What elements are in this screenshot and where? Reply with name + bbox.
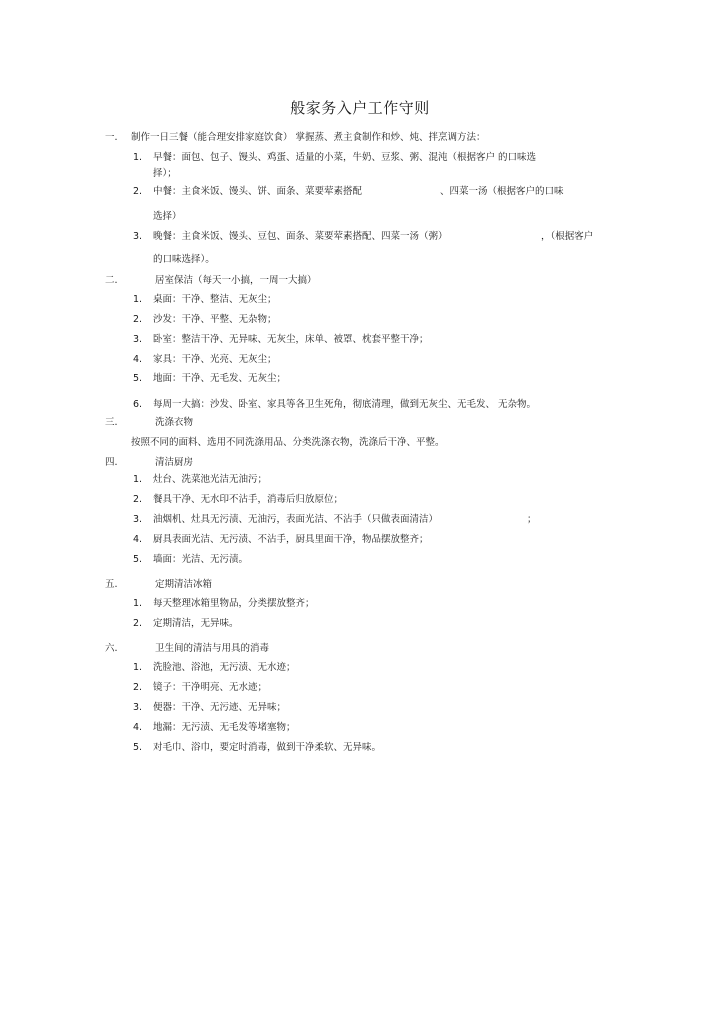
s2-item-number: 1. — [133, 294, 143, 305]
s4-item-number: 4. — [133, 534, 143, 545]
s6-item-text: 洗脸池、浴池，无污渍、无水迹； — [153, 662, 296, 673]
s6-item-number: 3. — [133, 702, 143, 713]
s1-item-2-number: 2. — [133, 186, 143, 197]
s2-item-number: 4. — [133, 354, 143, 365]
s6-item-text: 对毛巾、浴巾，要定时消毒，做到干净柔软、无异味。 — [153, 742, 382, 753]
s4-item-text: 餐具干净、无水印不沾手，消毒后归放原位； — [153, 494, 344, 505]
s1-item-3-number: 3. — [133, 231, 143, 242]
s2-item-text: 卧室：整洁干净、无异味、无灰尘，床单、被罩、枕套平整干净； — [153, 334, 429, 345]
section-4-heading: 清洁厨房 — [155, 457, 194, 468]
s4-item-text: 墙面：光洁、无污渍。 — [153, 554, 249, 565]
s1-item-2-text: 中餐：主食米饭、馒头、饼、面条、菜要荤素搭配 — [153, 186, 363, 197]
s2-item-text: 家具：干净、光亮、无灰尘； — [153, 354, 277, 365]
s2-item-number: 6. — [133, 399, 143, 410]
s2-item-number: 5. — [133, 373, 143, 384]
s1-item-3-text-cont: 的口味选择）。 — [153, 254, 215, 265]
s5-item-text: 定期清洁，无异味。 — [153, 618, 239, 629]
section-5-heading: 定期清洁冰箱 — [155, 579, 213, 590]
s6-item-text: 地漏：无污渍、无毛发等堵塞物； — [153, 722, 296, 733]
s1-item-2-text-right: 、四菜一汤（根据客户的口味 — [440, 186, 564, 197]
section-4-number: 四. — [105, 457, 118, 468]
s2-item-number: 2. — [133, 314, 143, 325]
section-3-body: 按照不同的面料、选用不同洗涤用品、分类洗涤衣物，洗涤后干净、平整。 — [131, 437, 445, 448]
s5-item-text: 每天整理冰箱里物品，分类摆放整齐； — [153, 598, 315, 609]
s6-item-number: 2. — [133, 682, 143, 693]
s2-item-text: 沙发：干净、平整、无杂物； — [153, 314, 277, 325]
s4-item-text: 油烟机、灶具无污渍、无油污，表面光洁、不沾手（只做表面清洁） — [153, 514, 439, 525]
s4-item-3-tail: ； — [527, 514, 537, 525]
section-6-heading: 卫生间的清洁与用具的消毒 — [155, 643, 270, 654]
s4-item-number: 2. — [133, 494, 143, 505]
s6-item-number: 4. — [133, 722, 143, 733]
document-title: 般家务入户工作守则 — [290, 99, 430, 117]
s6-item-text: 镜子：干净明亮、无水迹； — [153, 682, 268, 693]
s4-item-text: 灶台、洗菜池光洁无油污； — [153, 474, 268, 485]
s5-item-number: 2. — [133, 618, 143, 629]
s4-item-number: 1. — [133, 474, 143, 485]
section-3-heading: 洗涤衣物 — [155, 417, 194, 428]
s2-item-text: 地面：干净、无毛发、无灰尘； — [153, 373, 287, 384]
s2-item-text: 桌面：干净、整洁、无灰尘； — [153, 294, 277, 305]
section-6-number: 六. — [105, 643, 118, 654]
s6-item-number: 5. — [133, 742, 143, 753]
s4-item-number: 3. — [133, 514, 143, 525]
s1-item-1-number: 1. — [133, 152, 143, 163]
section-1-number: 一. — [105, 132, 118, 143]
section-1-heading: 制作一日三餐（能合理安排家庭饮食） 掌握蒸、煮主食制作和炒、炖、拌烹调方法： — [131, 132, 486, 143]
s6-item-text: 便器：干净、无污迹、无异味； — [153, 702, 287, 713]
s4-item-number: 5. — [133, 554, 143, 565]
s1-item-3-text: 晚餐：主食米饭、馒头、豆包、面条、菜要荤素搭配、四菜一汤（粥） — [153, 231, 448, 242]
s1-item-2-text-cont: 选择） — [153, 211, 182, 222]
section-2-heading: 居室保洁（每天一小搞，一周一大搞） — [155, 275, 317, 286]
section-3-number: 三. — [105, 417, 118, 428]
s1-item-3-text-right: ，（根据客户 — [541, 231, 594, 242]
s1-item-1-text-cont: 择）； — [153, 168, 177, 179]
s1-item-1-text: 早餐：面包、包子、馒头、鸡蛋、适量的小菜，牛奶、豆浆、粥、混沌（根据客户 的口味选 — [153, 152, 537, 163]
s2-item-text: 每周一大搞：沙发、卧室、家具等各卫生死角，彻底清理，做到无灰尘、无毛发、 无杂物。 — [153, 399, 537, 410]
section-5-number: 五. — [105, 579, 118, 590]
s6-item-number: 1. — [133, 662, 143, 673]
s5-item-number: 1. — [133, 598, 143, 609]
s4-item-text: 厨具表面光洁、无污渍、不沾手，厨具里面干净，物品摆放整齐； — [153, 534, 429, 545]
section-2-number: 二. — [105, 275, 118, 286]
s2-item-number: 3. — [133, 334, 143, 345]
